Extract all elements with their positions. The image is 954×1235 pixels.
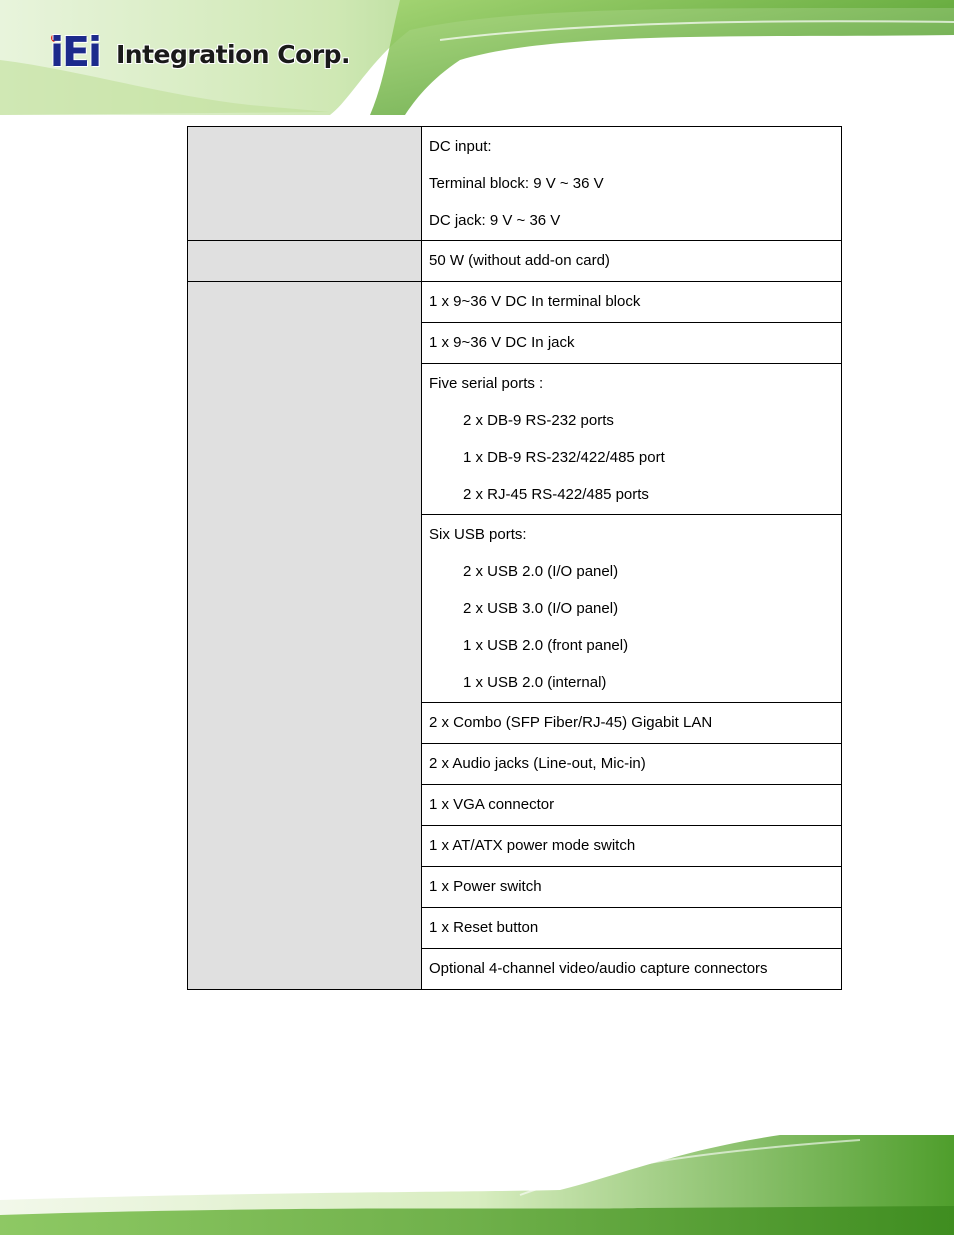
serial-port-item: 1 x DB-9 RS-232/422/485 port xyxy=(463,449,665,466)
io-item: 1 x Power switch xyxy=(429,878,542,895)
spec-value xyxy=(422,282,842,323)
io-item: 1 x Reset button xyxy=(429,919,539,936)
usb-port-item: 1 x USB 2.0 (front panel) xyxy=(463,637,629,654)
spec-value xyxy=(422,826,842,867)
io-item: 2 x Combo (SFP Fiber/RJ-45) Gigabit LAN xyxy=(429,714,713,731)
spec-value xyxy=(422,323,842,364)
spec-value xyxy=(422,364,842,515)
usb-port-item: 1 x USB 2.0 (internal) xyxy=(463,674,607,691)
spec-value xyxy=(422,908,842,949)
spec-label xyxy=(188,241,422,282)
spec-table xyxy=(187,126,842,990)
table-row xyxy=(188,282,842,323)
io-item: 1 x AT/ATX power mode switch xyxy=(429,837,636,854)
spec-label xyxy=(188,282,422,990)
table-row-power-consumption xyxy=(188,241,842,282)
usb-ports-heading: Six USB ports: xyxy=(429,526,527,543)
usb-port-item: 2 x USB 2.0 (I/O panel) xyxy=(463,563,619,580)
io-item: 1 x 9~36 V DC In jack xyxy=(429,334,575,351)
spec-value xyxy=(422,127,842,241)
spec-value xyxy=(422,744,842,785)
power-input-heading: DC input: xyxy=(429,138,492,155)
io-item: 1 x VGA connector xyxy=(429,796,555,813)
spec-value xyxy=(422,785,842,826)
logo-text: Integration Corp. xyxy=(116,40,351,69)
io-item: Optional 4-channel video/audio capture connectors xyxy=(429,960,768,977)
logo-mark: iEi xyxy=(50,28,101,76)
spec-value xyxy=(422,949,842,990)
serial-port-item: 2 x DB-9 RS-232 ports xyxy=(463,412,614,429)
power-consumption-value: 50 W (without add-on card) xyxy=(429,252,610,269)
spec-value xyxy=(422,515,842,703)
spec-value xyxy=(422,867,842,908)
footer-banner xyxy=(0,1130,954,1235)
spec-value xyxy=(422,703,842,744)
table-row-power-input xyxy=(188,127,842,241)
serial-port-item: 2 x RJ-45 RS-422/485 ports xyxy=(463,486,649,503)
spec-value xyxy=(422,241,842,282)
io-item: 2 x Audio jacks (Line-out, Mic-in) xyxy=(429,755,646,772)
power-input-jack: DC jack: 9 V ~ 36 V xyxy=(429,212,561,229)
spec-label xyxy=(188,127,422,241)
power-input-terminal: Terminal block: 9 V ~ 36 V xyxy=(429,175,604,192)
io-item: 1 x 9~36 V DC In terminal block xyxy=(429,293,641,310)
serial-ports-heading: Five serial ports : xyxy=(429,375,544,392)
usb-port-item: 2 x USB 3.0 (I/O panel) xyxy=(463,600,619,617)
